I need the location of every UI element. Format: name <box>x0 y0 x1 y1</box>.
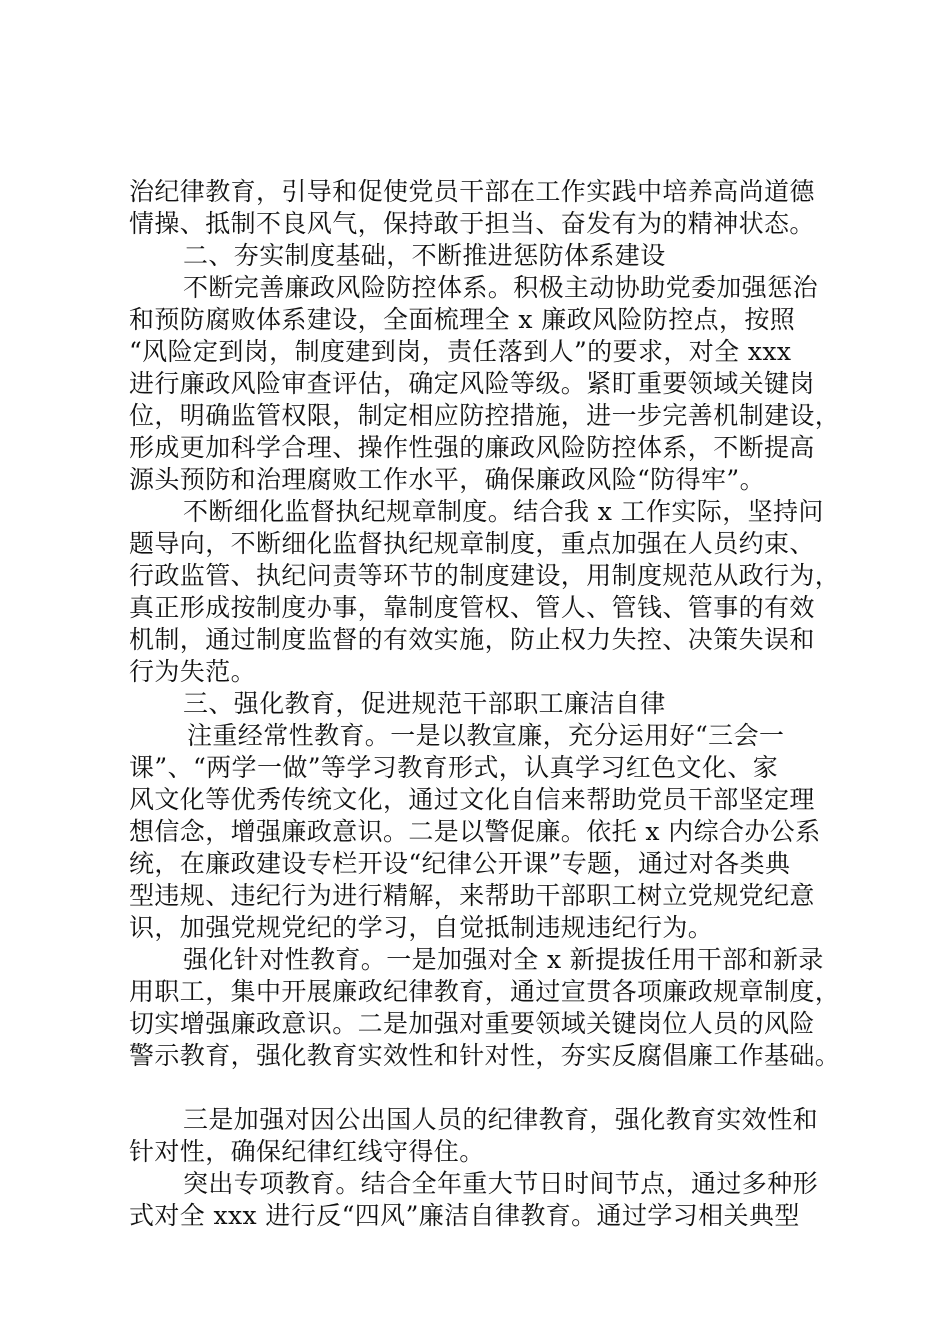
body-text-line: 风文化等优秀传统文化，通过文化自信来帮助党员干部坚定理 <box>129 785 815 814</box>
body-text-line: 位，明确监管权限，制定相应防控措施，进一步完善机制建设， <box>129 401 841 430</box>
body-text-line: 突出专项教育。结合全年重大节日时间节点，通过多种形 <box>183 1169 819 1198</box>
body-text-line: 切实增强廉政意识。二是加强对重要领域关键岗位人员的风险 <box>129 1009 815 1038</box>
body-text-line: 注重经常性教育。一是以教宣廉，充分运用好“三会一 <box>187 721 785 750</box>
section-heading: 二、夯实制度基础，不断推进惩防体系建设 <box>183 241 666 270</box>
body-text-line: 识，加强党规党纪的学习，自觉抵制违规违纪行为。 <box>129 913 714 942</box>
body-text-line: 式对全 xxx 进行反“四风”廉洁自律教育。通过学习相关典型 <box>129 1201 800 1230</box>
body-text-line: 治纪律教育，引导和促使党员干部在工作实践中培养高尚道德 <box>129 177 815 206</box>
body-text-line: “风险定到岗，制度建到岗，责任落到人”的要求，对全 xxx <box>129 337 792 366</box>
section-heading: 三、强化教育，促进规范干部职工廉洁自律 <box>183 689 666 718</box>
body-text-line: 用职工，集中开展廉政纪律教育，通过宣贯各项廉政规章制度， <box>129 977 841 1006</box>
body-text-line: 形成更加科学合理、操作性强的廉政风险防控体系，不断提高 <box>129 433 815 462</box>
body-text-line: 源头预防和治理腐败工作水平，确保廉政风险“防得牢”。 <box>129 465 765 494</box>
body-text-line: 情操、抵制不良风气，保持敢于担当、奋发有为的精神状态。 <box>129 209 815 238</box>
body-text-line: 三是加强对因公出国人员的纪律教育，强化教育实效性和 <box>183 1105 819 1134</box>
body-text-line: 强化针对性教育。一是加强对全 x 新提拔任用干部和新录 <box>183 945 824 974</box>
body-text-line: 真正形成按制度办事，靠制度管权、管人、管钱、管事的有效 <box>129 593 815 622</box>
body-text-line: 针对性，确保纪律红线守得住。 <box>129 1137 485 1166</box>
body-text-line: 不断完善廉政风险防控体系。积极主动协助党委加强惩治 <box>183 273 819 302</box>
body-text-line: 机制，通过制度监督的有效实施，防止权力失控、决策失误和 <box>129 625 815 654</box>
body-text-line: 警示教育，强化教育实效性和针对性，夯实反腐倡廉工作基础。 <box>129 1041 841 1070</box>
body-text-line: 和预防腐败体系建设，全面梳理全 x 廉政风险防控点，按照 <box>129 305 796 334</box>
body-text-line: 行为失范。 <box>129 657 257 686</box>
body-text-line: 课”、“两学一做”等学习教育形式，认真学习红色文化、家 <box>129 753 779 782</box>
body-text-line: 统，在廉政建设专栏开设“纪律公开课”专题，通过对各类典 <box>129 849 791 878</box>
body-text-line: 型违规、违纪行为进行精解，来帮助干部职工树立党规党纪意 <box>129 881 815 910</box>
body-text-line: 不断细化监督执纪规章制度。结合我 x 工作实际，坚持问 <box>183 497 824 526</box>
body-text-line: 题导向，不断细化监督执纪规章制度，重点加强在人员约束、 <box>129 529 815 558</box>
body-text-line: 行政监管、执纪问责等环节的制度建设，用制度规范从政行为， <box>129 561 841 590</box>
body-text-line: 想信念，增强廉政意识。二是以警促廉。依托 x 内综合办公系 <box>129 817 821 846</box>
body-text-line: 进行廉政风险审查评估，确定风险等级。紧盯重要领域关键岗 <box>129 369 815 398</box>
